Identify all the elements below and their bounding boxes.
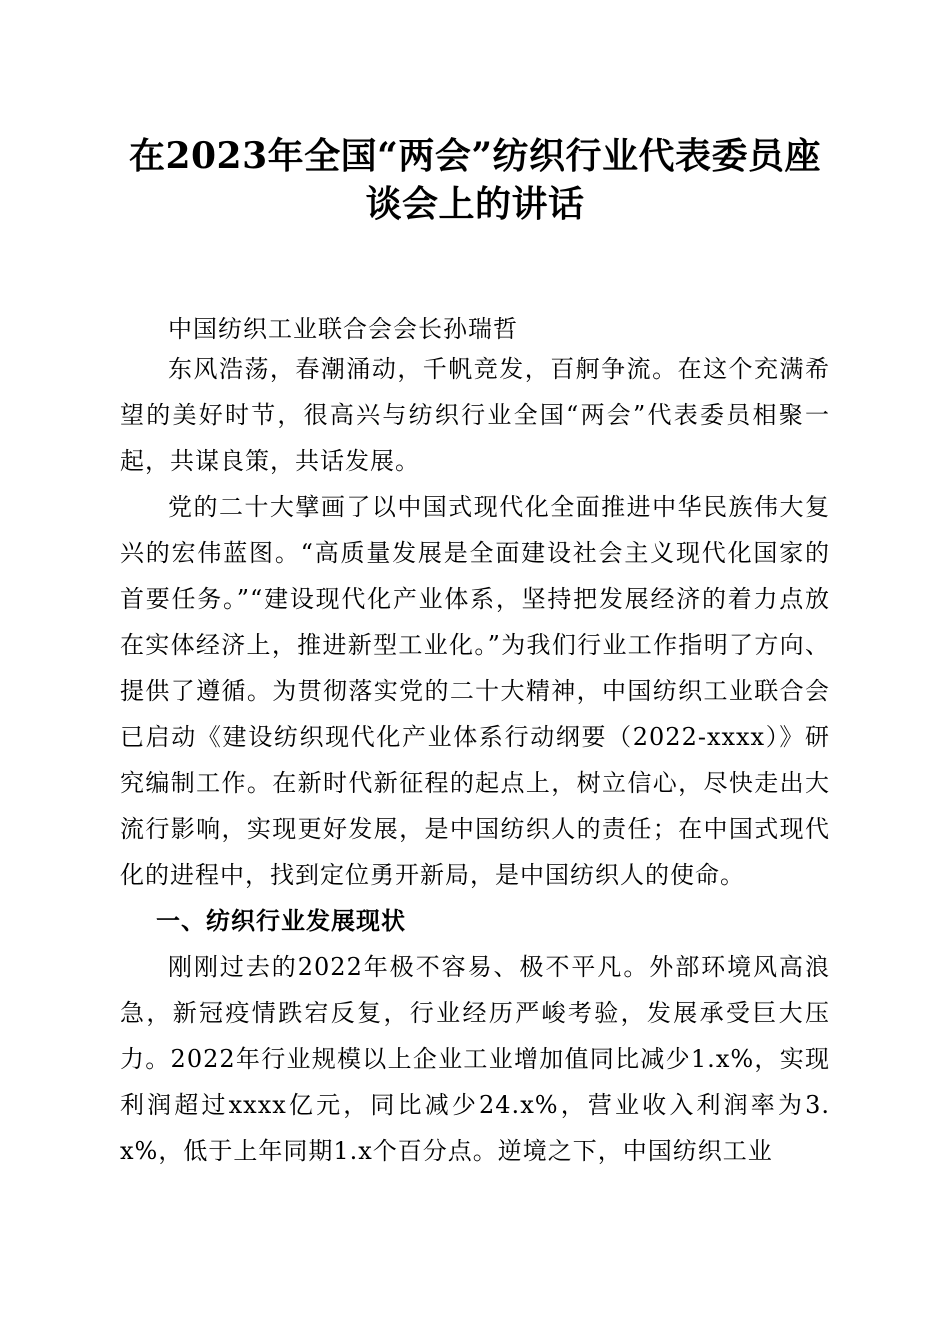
section-heading-1: 一、纺织行业发展现状 [156, 907, 406, 935]
document-title [120, 132, 830, 228]
paragraph-context: 党的二十大擘画了以中国式现代化全面推进中华民族伟大复兴的宏伟蓝图。“高质量发展是全面建设社会主义现代化国家的首要任务。”“建设现代化产业体系，坚持把发展经济的着力点放在实体经济上，推进新型工业化。”为我们行业工作指明了方向、提供了遵循。为贯彻落实党的二十大精神，中国纺织工业联合会已启动《建设纺织现代化产业体系行动纲要（2022-xxxx）》研究编制工作。在新时代新征程的起点上，树立信心，尽快走出大流行影响，实现更好发展，是中国纺织人的责任；在中国式现代化的进程中，找到定位勇开新局，是中国纺织人的使命。 [120, 493, 830, 889]
author-line: 中国纺织工业联合会会长孙瑞哲 [168, 315, 518, 343]
title-line-1: 在2023年全国“两会”纺织行业代表委员座 [128, 135, 822, 177]
paragraph-section-1: 刚刚过去的2022年极不容易、极不平凡。外部环境风高浪急，新冠疫情跌宕反复，行业经历严峻考验，发展承受巨大压力。2022年行业规模以上企业工业增加值同比减少1.x%，实现利润超过xxxx亿元，同比减少24.x%，营业收入利润率为3.x%，低于上年同期1.x个百分点。逆境之下，中国纺织工业 [120, 953, 830, 1165]
paragraph-opening: 东风浩荡，春潮涌动，千帆竞发，百舸争流。在这个充满希望的美好时节，很高兴与纺织行业全国“两会”代表委员相聚一起，共谋良策，共话发展。 [120, 355, 830, 475]
title-line-2: 谈会上的讲话 [365, 183, 585, 225]
